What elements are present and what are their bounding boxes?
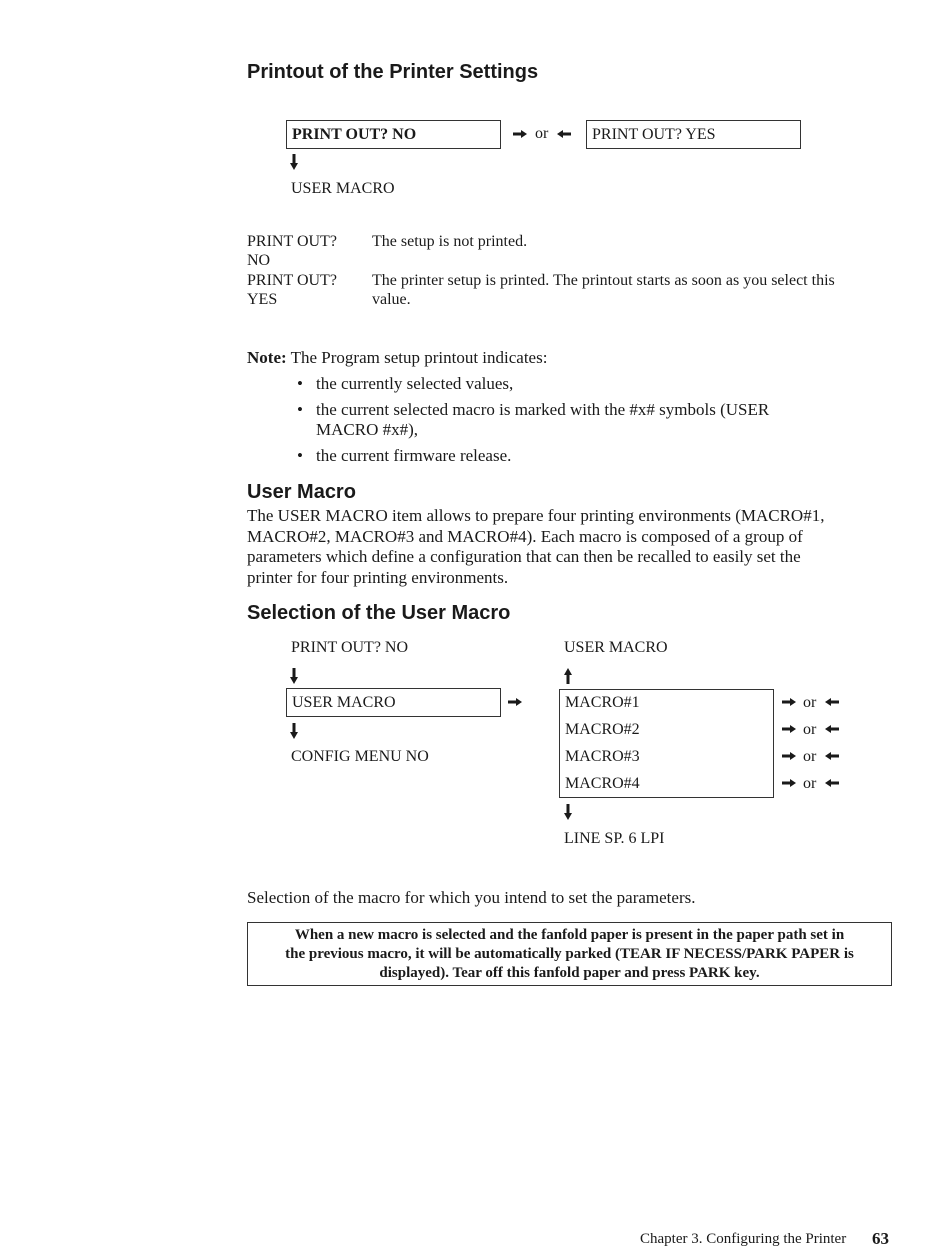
warning-box xyxy=(247,922,892,986)
macro-nav-4 xyxy=(782,774,842,794)
config-menu-label: CONFIG MENU NO xyxy=(291,748,429,765)
list-prev-label: USER MACRO xyxy=(564,639,668,656)
list-item xyxy=(297,400,857,441)
section-title-printout: Printout of the Printer Settings xyxy=(247,61,539,83)
page-number: 63 xyxy=(872,1229,889,1248)
definition-description: value. xyxy=(372,291,411,308)
macro-item: MACRO#2 xyxy=(565,721,640,738)
bullet-glyph: • xyxy=(297,445,303,465)
arrow-right-icon xyxy=(782,779,796,787)
or-label: or xyxy=(803,694,817,711)
macro-nav-3 xyxy=(782,747,842,767)
paragraph-line: MACRO#2, MACRO#3 and MACRO#4). Each macro is composed of a group of xyxy=(247,526,803,546)
note-label: Note: xyxy=(247,348,287,367)
bullet-glyph: • xyxy=(297,374,303,393)
arrow-left-icon xyxy=(825,698,839,706)
arrow-right-icon xyxy=(782,752,796,760)
or-label: or xyxy=(803,721,817,738)
arrow-right-icon xyxy=(782,725,796,733)
definition-description: The setup is not printed. xyxy=(372,233,528,250)
definition-term: NO xyxy=(247,252,271,269)
print-out-yes-box: PRINT OUT? YES xyxy=(586,120,801,149)
paragraph-line: printer for four printing environments. xyxy=(247,567,509,587)
warning-line: When a new macro is selected and the fanfold paper is present in the paper path set in xyxy=(294,927,845,943)
definition-term: PRINT OUT? xyxy=(247,233,337,250)
list-item xyxy=(297,446,857,467)
arrow-right-icon xyxy=(782,698,796,706)
bullet-text: the current selected macro is marked with the #x# symbols (USER xyxy=(316,399,770,419)
bullet-text: the currently selected values, xyxy=(316,374,514,393)
arrow-right-icon xyxy=(508,698,522,706)
arrow-right-icon xyxy=(513,130,527,138)
list-next-label: LINE SP. 6 LPI xyxy=(564,830,665,847)
arrow-left-icon xyxy=(825,752,839,760)
paragraph-line: parameters which define a configuration that can then be recalled to easily set the xyxy=(247,547,801,566)
bullet-glyph: • xyxy=(297,399,303,419)
arrow-down-icon xyxy=(290,154,298,170)
footer-chapter: Chapter 3. Configuring the Printer xyxy=(640,1231,847,1247)
section-title-user-macro: User Macro xyxy=(247,481,356,503)
macro-item: MACRO#4 xyxy=(565,775,640,792)
macro-item: MACRO#3 xyxy=(565,748,640,765)
section-title-selection: Selection of the User Macro xyxy=(247,602,511,624)
warning-line: the previous macro, it will be automatically parked (TEAR IF NECESS/PARK PAPER is xyxy=(285,946,854,962)
macro-list-box xyxy=(559,689,774,798)
arrow-left-icon xyxy=(825,725,839,733)
arrow-up-icon xyxy=(564,668,572,684)
note-line xyxy=(247,348,547,369)
macro-nav-1 xyxy=(782,693,842,713)
selection-caption: Selection of the macro for which you intend to set the parameters. xyxy=(247,888,696,907)
arrow-left-icon xyxy=(557,130,571,138)
bullet-text: the current firmware release. xyxy=(316,445,512,465)
print-out-no-box: PRINT OUT? NO xyxy=(286,120,501,149)
prev-item-label: PRINT OUT? NO xyxy=(291,639,409,656)
definition-term: PRINT OUT? xyxy=(247,272,337,289)
macro-item: MACRO#1 xyxy=(565,694,640,711)
user-macro-paragraph xyxy=(247,506,824,588)
definition-description: The printer setup is printed. The printout starts as soon as you select this xyxy=(372,272,835,289)
list-item xyxy=(297,374,857,395)
arrow-down-icon xyxy=(290,668,298,684)
note-intro: The Program setup printout indicates: xyxy=(290,348,548,367)
macro-nav-2 xyxy=(782,720,842,740)
definition-term: YES xyxy=(247,291,278,308)
or-label: or xyxy=(803,748,817,765)
bullet-text: MACRO #x#), xyxy=(316,420,419,439)
arrow-down-icon xyxy=(290,723,298,739)
user-macro-box: USER MACRO xyxy=(286,688,501,717)
note-bullet-list xyxy=(297,374,857,471)
arrow-down-icon xyxy=(564,804,572,820)
arrow-left-icon xyxy=(825,779,839,787)
warning-line: displayed). Tear off this fanfold paper and press PARK key. xyxy=(379,965,760,981)
paragraph-line: The USER MACRO item allows to prepare four printing environments (MACRO#1, xyxy=(247,506,825,525)
next-item-label: USER MACRO xyxy=(291,180,395,197)
or-label: or xyxy=(803,775,817,792)
or-label: or xyxy=(535,125,549,142)
